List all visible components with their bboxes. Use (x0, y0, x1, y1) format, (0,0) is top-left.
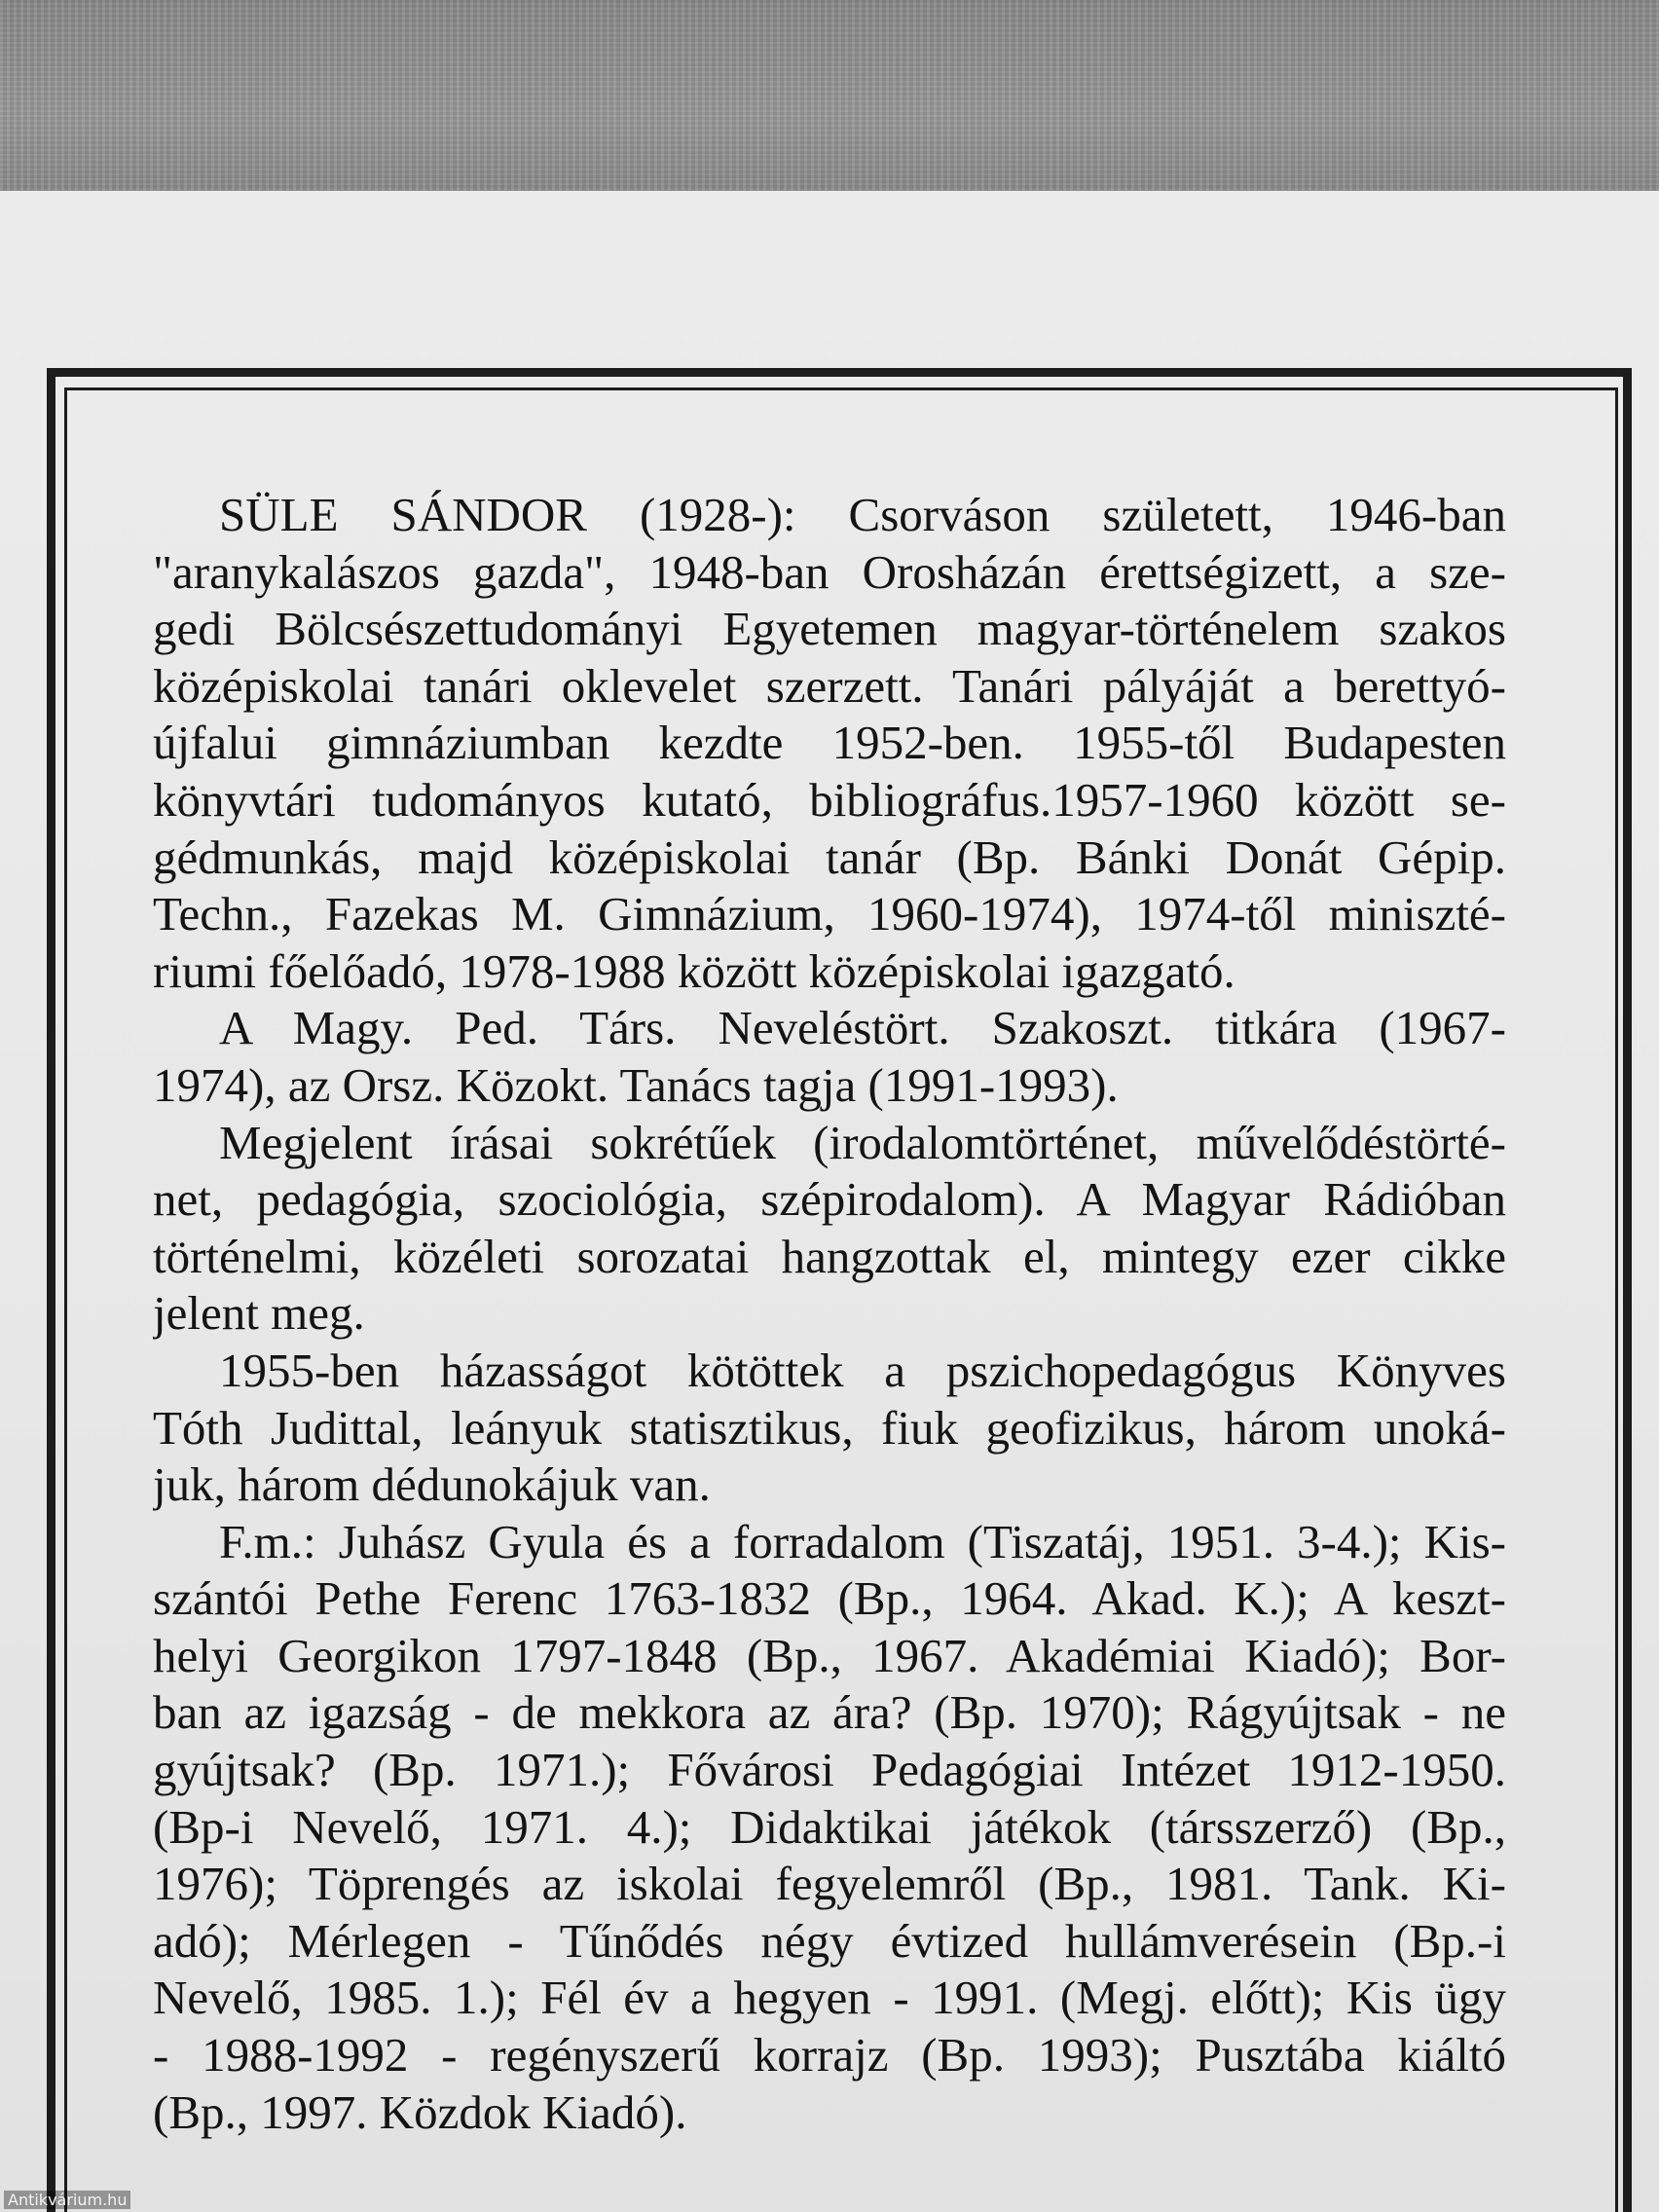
paragraph (153, 1514, 1506, 2142)
paragraph (153, 1000, 1506, 1114)
text-line: A Magy. Ped. Társ. Neveléstört. Szakoszt. titkára (1967- (219, 1001, 1506, 1055)
text-line: 1976); Töprengés az iskolai fegyelemről (Bp., 1981. Tank. Ki- (153, 1857, 1506, 1911)
text-line: juk, három dédunokájuk van. (153, 1457, 711, 1512)
text-line: F.m.: Juhász Gyula és a forradalom (Tiszatáj, 1951. 3-4.); Kis- (219, 1514, 1506, 1568)
paragraph (153, 487, 1506, 1000)
text-line: 1955-ben házasságot kötöttek a pszichopedagógus Könyves (219, 1343, 1506, 1397)
text-line: Tóth Judittal, leányuk statisztikus, fiuk geofizikus, három unoká- (153, 1400, 1506, 1455)
text-line: riumi főelőadó, 1978-1988 között középiskolai igazgató. (153, 943, 1235, 998)
biography-text (153, 487, 1506, 2141)
text-line: Nevelő, 1985. 1.); Fél év a hegyen - 1991. (Megj. előtt); Kis ügy (153, 1971, 1506, 2025)
text-line: gyújtsak? (Bp. 1971.); Fővárosi Pedagógiai Intézet 1912-1950. (153, 1743, 1506, 1797)
text-line: szántói Pethe Ferenc 1763-1832 (Bp., 1964. Akad. K.); A keszt- (153, 1571, 1506, 1626)
text-line: - 1988-1992 - regényszerű korrajz (Bp. 1993); Pusztába kiáltó (153, 2028, 1506, 2083)
text-line: újfalui gimnáziumban kezdte 1952-ben. 1955-től Budapesten (153, 716, 1506, 770)
text-line: könyvtári tudományos kutató, bibliográfus.1957-1960 között se- (153, 772, 1506, 827)
text-line: adó); Mérlegen - Tűnődés négy évtized hullámverésein (Bp.-i (153, 1913, 1506, 1968)
text-line: 1974), az Orsz. Közokt. Tanács tagja (1991-1993). (153, 1057, 1119, 1112)
text-line: ban az igazság - de mekkora az ára? (Bp. 1970); Rágyújtsak - ne (153, 1685, 1506, 1740)
text-line: gédmunkás, majd középiskolai tanár (Bp. Bánki Donát Gépip. (153, 830, 1506, 884)
text-line: középiskolai tanári oklevelet szerzett. Tanári pályáját a berettyó- (153, 658, 1506, 713)
watermark: Antikvárium.hu (4, 2191, 130, 2209)
text-line: Megjelent írásai sokrétűek (irodalomtörténet, művelődéstörté- (219, 1115, 1506, 1169)
text-line: net, pedagógia, szociológia, szépirodalom). A Magyar Rádióban (153, 1172, 1506, 1227)
text-line: "aranykalászos gazda", 1948-ban Orosházán érettségizett, a sze- (153, 544, 1506, 599)
paragraph (153, 1343, 1506, 1514)
paragraph (153, 1115, 1506, 1343)
text-line: gedi Bölcsészettudományi Egyetemen magyar-történelem szakos (153, 602, 1506, 656)
text-line: Techn., Fazekas M. Gimnázium, 1960-1974), 1974-től miniszté- (153, 887, 1506, 941)
text-line: helyi Georgikon 1797-1848 (Bp., 1967. Akadémiai Kiadó); Bor- (153, 1628, 1506, 1682)
text-line: (Bp-i Nevelő, 1971. 4.); Didaktikai játékok (társszerző) (Bp., (153, 1799, 1506, 1854)
background-surface (0, 0, 1659, 195)
text-line: (Bp., 1997. Közdok Kiadó). (153, 2084, 687, 2139)
text-line: történelmi, közéleti sorozatai hangzottak el, mintegy ezer cikke (153, 1229, 1506, 1283)
text-line: SÜLE SÁNDOR (1928-): Csorváson született, 1946-ban (219, 488, 1506, 541)
text-line: jelent meg. (153, 1286, 365, 1341)
